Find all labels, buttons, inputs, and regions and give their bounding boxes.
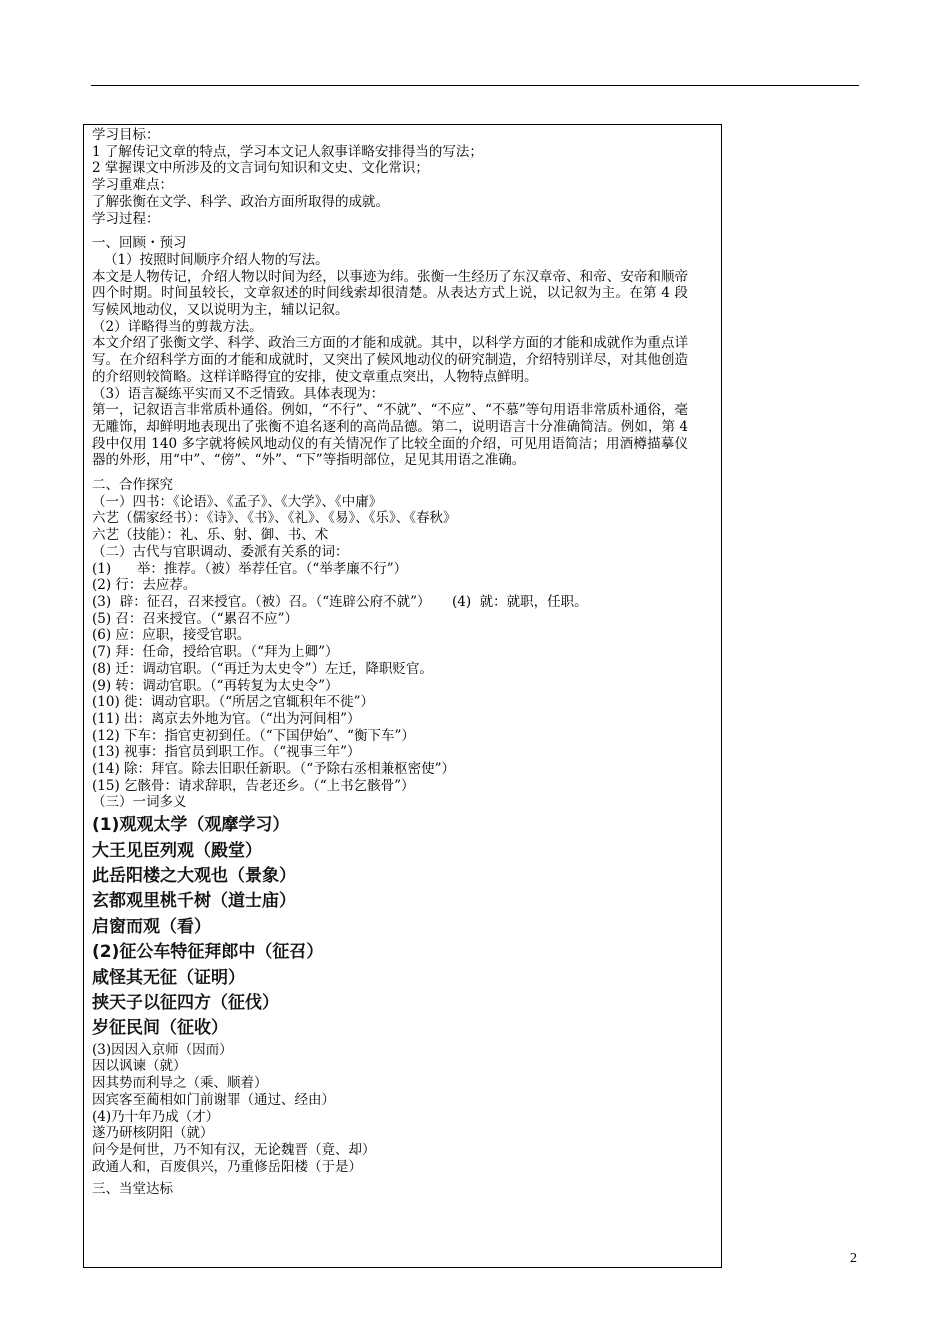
header-rule: [91, 85, 859, 86]
official-term: (12) 下车：指官吏初到任。（“下国伊始”、“衡下车”）: [92, 727, 415, 744]
polysemy-line: 咸怪其无征（证明）: [92, 967, 245, 988]
books-line-2: 六艺（儒家经书）：《诗》、《书》、《礼》、《易》、《乐》、《春秋》: [92, 510, 457, 527]
section-2-heading: 二、合作探究: [92, 477, 173, 494]
objectives-heading: 学习目标：: [92, 127, 160, 143]
polysemy-line: 启窗而观（看）: [92, 916, 211, 937]
key-point: 了解张衡在文学、科学、政治方面所取得的成就。: [92, 193, 389, 210]
polysemy-line: 此岳阳楼之大观也（景象）: [92, 865, 296, 886]
official-term: (5) 召：召来授官。（“累召不应”）: [92, 610, 298, 627]
books-line-1: （一）四书：《论语》、《孟子》、《大学》、《中庸》: [92, 493, 383, 510]
official-term: (14) 除：拜官。除去旧职任新职。（“予除右丞相兼枢密使”）: [92, 761, 456, 778]
official-term: (6) 应：应职，接受官职。: [92, 627, 251, 644]
official-term: (10) 徙：调动官职。（“所居之官辄积年不徙”）: [92, 694, 375, 711]
official-term: (3) 辟：征召，召来授官。（被）召。（“连辟公府不就”） (4) 就：就职，任职。: [92, 593, 588, 610]
polysemy-line: 挟天子以征四方（征伐）: [92, 992, 279, 1013]
section-1-para-2: 本文介绍了张衡文学、科学、政治三方面的才能和成就。其中，以科学方面的才能和成就作为重点详写。在介绍科学方面的才能和成就时，又突出了候风地动仪的研究制造，介绍特别详尽，对其他创造的介绍则较简略。这样详略得宜的安排，使文章重点突出，人物特点鲜明。: [92, 335, 688, 385]
official-terms-heading: （二）古代与官职调动、委派有关系的词：: [92, 543, 349, 560]
polysemy-small-line: 政通人和，百废俱兴，乃重修岳阳楼（于是）: [92, 1158, 362, 1175]
section-1-sub-3: （3）语言凝练平实而又不乏情致。具体表现为：: [92, 385, 385, 402]
section-1-para-1: 本文是人物传记，介绍人物以时间为经，以事迹为纬。张衡一生经历了东汉章帝、和帝、安帝和顺帝四个时期。时间虽较长，文章叙述的时间线索却很清楚。从表达方式上说，以记叙为主。在第 4 段写候风地动仪，又以说明为主，辅以记叙。: [92, 268, 688, 319]
official-term: (11) 出：离京去外地为官。（“出为河间相”）: [92, 710, 361, 727]
polysemy-small-line: 因其势而利导之（乘、顺着）: [92, 1075, 268, 1092]
polysemy-line: (1)观观太学（观摩学习）: [92, 815, 290, 836]
page-number: 2: [850, 1251, 857, 1266]
polysemy-small-line: (3)因因入京师（因而）: [92, 1041, 233, 1058]
official-term: (8) 迁：调动官职。（“再迁为太史令”）左迁，降职贬官。: [92, 660, 433, 677]
section-3-heading: 三、当堂达标: [92, 1181, 173, 1198]
official-term: (15) 乞骸骨：请求辞职，告老还乡。（“上书乞骸骨”）: [92, 777, 415, 794]
document-body: [92, 127, 688, 1198]
polysemy-small-line: (4)乃十年乃成（才）: [92, 1108, 220, 1125]
content-box: [83, 124, 722, 1268]
polysemy-small-line: 因以讽谏（就）: [92, 1058, 187, 1075]
official-term: (13) 视事：指官员到职工作。（“视事三年”）: [92, 744, 361, 761]
official-term: (9) 转：调动官职。（“再转复为太史令”）: [92, 677, 339, 694]
official-term: (2) 行：去应荐。: [92, 577, 197, 594]
objective-2: 2 掌握课文中所涉及的文言词句知识和文史、文化常识；: [92, 160, 429, 177]
section-1-sub-2: （2）详略得当的剪裁方法。: [92, 318, 263, 335]
polysemy-heading: （三）一词多义: [92, 794, 187, 811]
books-line-3: 六艺（技能）：礼、乐、射、御、书、术: [92, 527, 329, 544]
polysemy-line: 玄都观里桃千树（道士庙）: [92, 891, 296, 912]
section-1-sub-1: （1）按照时间顺序介绍人物的写法。: [104, 251, 329, 268]
section-1-para-3: 第一，记叙语言非常质朴通俗。例如，“不行”、“不就”、“不应”、“不慕”等句用语非常质朴通俗，毫无雕饰，却鲜明地表现出了张衡不追名逐利的高尚品德。第二，说明语言十分准确简洁。例如，第 4 段中仅用 140 多字就将候风地动仪的有关情况作了比较全面的介绍，可见用语简洁；用酒樽描摹仪器的外形，用“中”、“傍”、“外”、“下”等指明部位，足见其用语之准确。: [92, 402, 688, 469]
polysemy-small-line: 因宾客至蔺相如门前谢罪（通过、经由）: [92, 1091, 335, 1108]
polysemy-small-line: 遂乃研核阴阳（就）: [92, 1125, 214, 1142]
polysemy-line: 岁征民间（征收）: [92, 1018, 228, 1039]
polysemy-line: 大王见臣列观（殿堂）: [92, 840, 262, 861]
polysemy-small-line: 问今是何世，乃不知有汉，无论魏晋（竟、却）: [92, 1142, 376, 1158]
section-1-heading: 一、回顾・预习: [92, 235, 187, 252]
polysemy-image-block: [92, 813, 688, 1042]
official-term: (1) 举：推荐。（被）举荐任官。（“举孝廉不行”）: [92, 560, 408, 577]
polysemy-line: (2)征公车特征拜郎中（征召）: [92, 942, 324, 963]
official-term: (7) 拜：任命，授给官职。（“拜为上卿”）: [92, 644, 339, 661]
objective-1: 1 了解传记文章的特点，学习本文记人叙事详略安排得当的写法；: [92, 143, 483, 160]
process-heading: 学习过程：: [92, 210, 160, 227]
key-points-heading: 学习重难点：: [92, 177, 173, 194]
